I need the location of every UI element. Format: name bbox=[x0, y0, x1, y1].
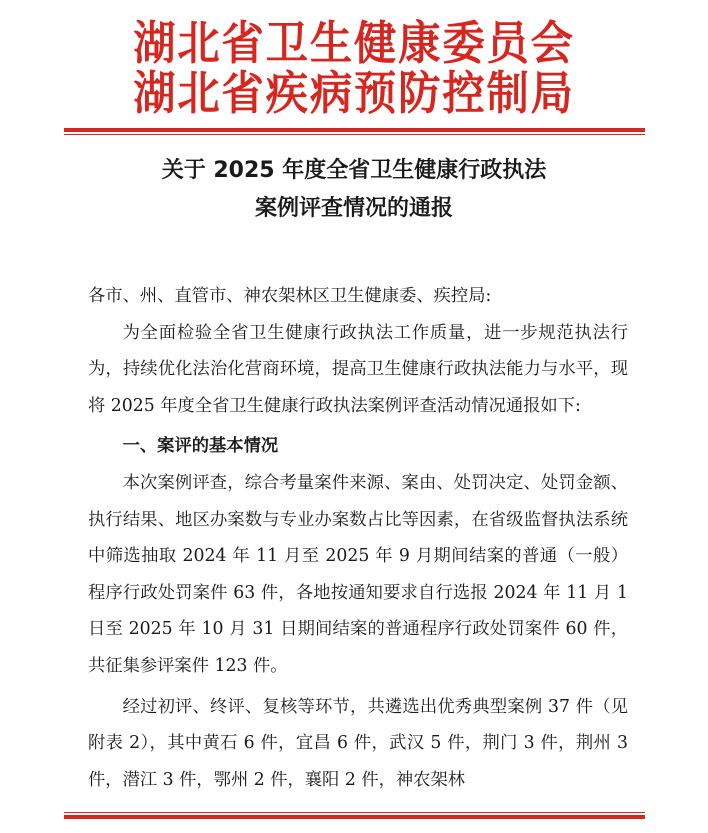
letterhead-line-2: 湖北省疾病预防控制局 bbox=[133, 66, 575, 120]
salutation: 各市、州、直管市、神农架林区卫生健康委、疾控局: bbox=[88, 286, 492, 306]
document-title-line-2: 案例评查情况的通报 bbox=[254, 196, 453, 221]
section-heading-1: 一、案评的基本情况 bbox=[122, 436, 279, 457]
document-title-line-1: 关于 2025 年度全省卫生健康行政执法 bbox=[161, 158, 547, 183]
section-1-paragraph-2: 经过初评、终评、复核等环节，共遴选出优秀典型案例 37 件（见附表 2），其中黄石 6 件，宜昌 6 件，武汉 5 件，荆门 3 件，荆州 3 件，潜江 3 件，鄂州 2 件，襄阳 2 件，神农架林 bbox=[88, 696, 628, 790]
letterhead-line-1: 湖北省卫生健康委员会 bbox=[133, 16, 575, 70]
header-rule-thin bbox=[64, 134, 645, 135]
document-body bbox=[88, 278, 628, 798]
footer-rule-thick bbox=[64, 815, 645, 819]
header-rule-thick bbox=[64, 128, 645, 132]
section-1-paragraph-1: 本次案例评查，综合考量案件来源、案由、处罚决定、处罚金额、执行结果、地区办案数与专业办案数占比等因素，在省级监督执法系统中筛选抽取 2024 年 11 月至 2025 年 9 月期间结案的普通（一般）程序行政处罚案件 63 件，各地按通知要求自行选报 2024 年 11 月 1 日至 2025 年 10 月 31 日期间结案的普通程序行政处罚案件 60 件，共征集参评案件 123 件。 bbox=[88, 472, 628, 676]
letterhead bbox=[0, 18, 708, 118]
footer-rule-thin bbox=[64, 812, 645, 813]
intro-paragraph: 为全面检验全省卫生健康行政执法工作质量，进一步规范执法行为，持续优化法治化营商环境，提高卫生健康行政执法能力与水平，现将 2025 年度全省卫生健康行政执法案例评查活动情况通报如下: bbox=[88, 322, 628, 416]
document-title bbox=[0, 152, 708, 228]
